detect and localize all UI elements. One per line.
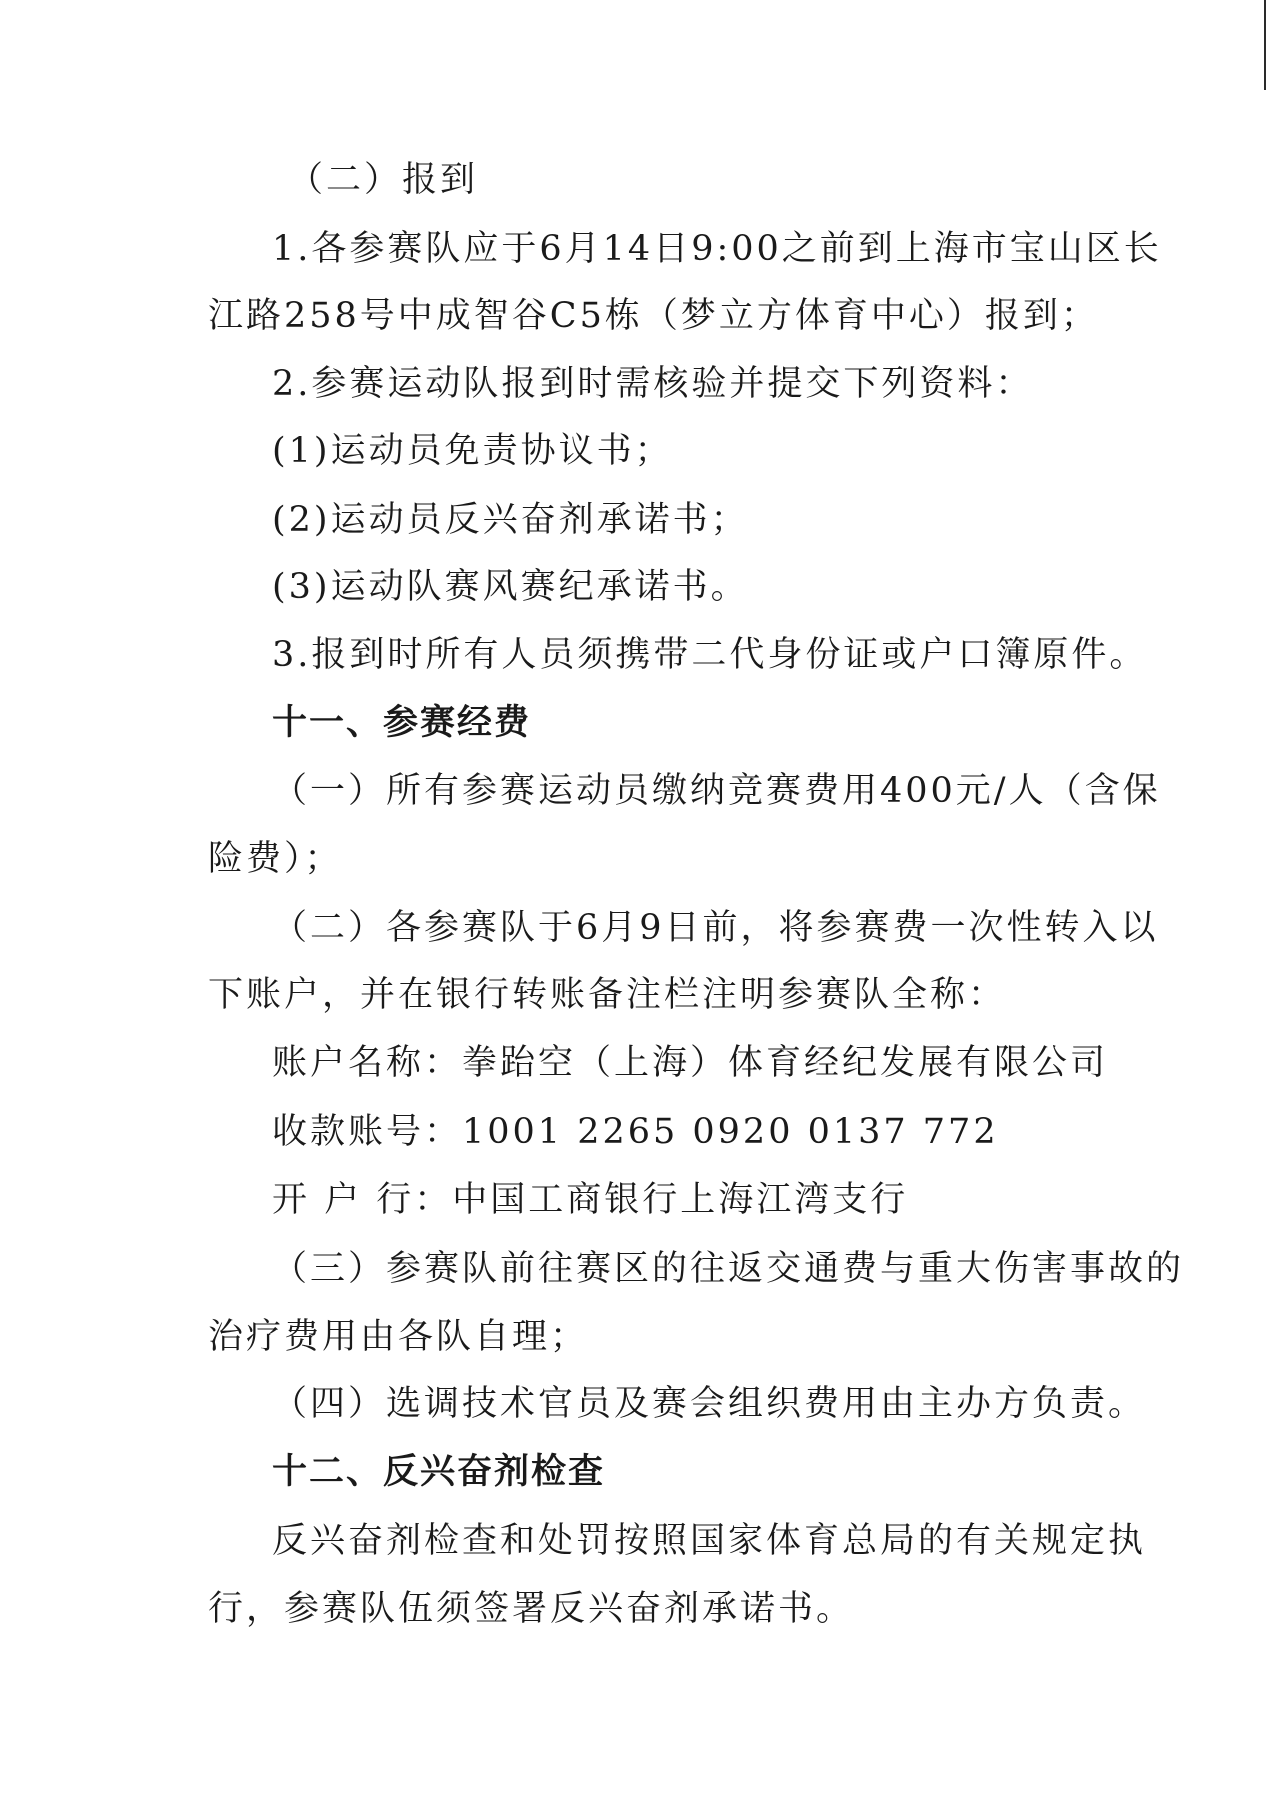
fees-paragraph-2-line-2: 下账户，并在银行转账备注栏注明参赛队全称： — [208, 975, 1007, 1015]
fees-paragraph-3-line-1: （三）参赛队前往赛区的往返交通费与重大伤害事故的 — [272, 1249, 1185, 1289]
registration-title: （二）报到 — [288, 160, 479, 200]
registration-item-2: 2.参赛运动队报到时需核验并提交下列资料： — [272, 364, 1034, 404]
antidoping-heading: 十二、反兴奋剂检查 — [272, 1452, 606, 1492]
registration-item-1-line-2: 江路258号中成智谷C5栋（梦立方体育中心）报到； — [208, 296, 1099, 336]
registration-item-1-line-1: 1.各参赛队应于6月14日9:00之前到上海市宝山区长 — [272, 229, 1162, 269]
fees-paragraph-2-line-1: （二）各参赛队于6月9日前，将参赛费一次性转入以 — [272, 908, 1159, 948]
fees-heading: 十一、参赛经费 — [272, 703, 532, 743]
fees-paragraph-3-line-2: 治疗费用由各队自理； — [208, 1317, 589, 1357]
fees-paragraph-1-line-1: （一）所有参赛运动员缴纳竞赛费用400元/人（含保 — [272, 771, 1161, 811]
account-name: 账户名称：拳跆空（上海）体育经纪发展有限公司 — [272, 1043, 1109, 1083]
bank-name: 开 户 行：中国工商银行上海江湾支行 — [272, 1180, 909, 1220]
registration-doc-2: (2)运动员反兴奋剂承诺书； — [272, 500, 749, 540]
fees-paragraph-4: （四）选调技术官员及赛会组织费用由主办方负责。 — [272, 1384, 1147, 1424]
fees-paragraph-1-line-2: 险费）； — [208, 839, 343, 879]
account-number: 收款账号：1001 2265 0920 0137 772 — [272, 1112, 999, 1152]
antidoping-paragraph-line-2: 行，参赛队伍须签署反兴奋剂承诺书。 — [208, 1589, 855, 1629]
antidoping-paragraph-line-1: 反兴奋剂检查和处罚按照国家体育总局的有关规定执 — [272, 1521, 1147, 1561]
registration-doc-1: (1)运动员免责协议书； — [272, 431, 673, 471]
registration-item-3: 3.报到时所有人员须携带二代身份证或户口簿原件。 — [272, 635, 1148, 675]
registration-doc-3: (3)运动队赛风赛纪承诺书。 — [272, 567, 749, 607]
